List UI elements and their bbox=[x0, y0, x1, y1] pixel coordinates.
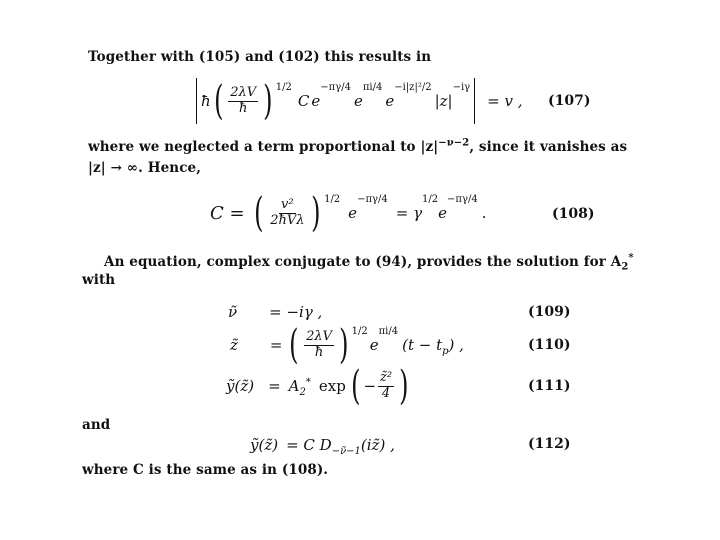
eq108-lhs: C = bbox=[210, 202, 245, 224]
eq112-lhs: ỹ(z̃) bbox=[250, 436, 279, 454]
paren-right: ) bbox=[263, 78, 273, 124]
text-line-3: |z| → ∞. Hence, bbox=[88, 160, 202, 176]
abs-bar-left bbox=[196, 78, 197, 124]
eq109-lhs: ν̃ bbox=[228, 303, 238, 321]
eq111-eq: = bbox=[268, 377, 281, 395]
abs-bar-right bbox=[474, 78, 475, 124]
fraction-2lambdaV-hbar: $\frac{2\lambda V}{ħ}$ bbox=[230, 84, 257, 116]
eq112-rhs: = C $D_{-\nũ-1}(iz̃)$ , bbox=[286, 436, 395, 457]
equation-109 bbox=[228, 303, 322, 321]
eq109-rhs: = −iγ , bbox=[269, 303, 323, 321]
eq109-number: (109) bbox=[528, 304, 571, 320]
text-line-4-sub: 2 bbox=[621, 261, 629, 273]
z-exp: −iγ bbox=[452, 81, 471, 93]
z-abs: |z| bbox=[434, 92, 453, 110]
eq108-exp-base-2: e bbox=[438, 204, 448, 222]
paren-left: ( bbox=[350, 363, 361, 409]
eq111-lhs: ỹ(z̃) bbox=[226, 377, 255, 395]
equation-108 bbox=[210, 188, 486, 238]
fraction-2lambdaV-hbar-110: $\frac{2\lambda V}{ħ}$ bbox=[306, 328, 332, 360]
eq110-tail: $(t - t_p)$ , bbox=[402, 336, 464, 357]
text-line-2: where we neglected a term proportional to $|z|^{-\nu-2}$, since it vanishes as bbox=[88, 137, 628, 155]
exp-base-3: e bbox=[385, 92, 395, 110]
eq110-exp: πi/4 bbox=[378, 325, 399, 337]
equation-107 bbox=[192, 78, 523, 124]
eq110-exp-base: e bbox=[369, 336, 379, 354]
paren-left: ( bbox=[253, 190, 264, 236]
eq111-exp-word: exp bbox=[318, 377, 346, 395]
equation-112 bbox=[250, 436, 395, 457]
exp-3: −i|z|²/2 bbox=[394, 81, 432, 93]
eq108-number: (108) bbox=[552, 206, 595, 222]
eq108-mid-exp: 1/2 bbox=[422, 193, 439, 205]
text-line-2-exp: −ν−2 bbox=[438, 137, 470, 149]
fraction-v2-2hbarVlambda: $\frac{\text{v²}}{\text{2ħVλ}}$ bbox=[270, 196, 305, 228]
eq108-power: 1/2 bbox=[324, 193, 341, 205]
eq107-number: (107) bbox=[548, 93, 591, 109]
text-last: where C is the same as in (108). bbox=[82, 462, 329, 478]
exp-base-1: e bbox=[311, 92, 321, 110]
eq110-lhs: z̃ bbox=[230, 336, 238, 354]
text-line-4: An equation, complex conjugate to (94), provides the solution for $A_2^*$ bbox=[104, 252, 634, 273]
equation-111 bbox=[226, 362, 412, 410]
eq112-number: (112) bbox=[528, 436, 571, 452]
text-line-4-sup: * bbox=[628, 252, 634, 264]
eq108-exp-1: −πγ/4 bbox=[357, 193, 388, 205]
eq111-A: $A_2^*$ bbox=[288, 377, 311, 398]
power-half: 1/2 bbox=[275, 81, 292, 93]
exp-1: −πγ/4 bbox=[320, 81, 351, 93]
paren-right: ) bbox=[399, 363, 409, 409]
eq107-rhs: = v , bbox=[487, 92, 523, 110]
eq111-number: (111) bbox=[528, 378, 571, 394]
eq108-exp-base-1: e bbox=[348, 204, 358, 222]
paren-left: ( bbox=[289, 322, 299, 368]
paren-left: ( bbox=[213, 78, 224, 124]
eq110-power: 1/2 bbox=[351, 325, 368, 337]
paren-right: ) bbox=[339, 322, 349, 368]
exp-2: πi/4 bbox=[362, 81, 383, 93]
eq108-mid: = γ bbox=[395, 204, 423, 222]
eq111-minus: − bbox=[363, 377, 377, 395]
text-line-5: with bbox=[82, 272, 116, 288]
exp-base-2: e bbox=[353, 92, 363, 110]
intro-text: Together with (105) and (102) this results in bbox=[88, 49, 432, 65]
eq110-eq: = bbox=[269, 336, 283, 354]
eq108-end: . bbox=[481, 204, 487, 222]
fraction-z2-4: $\frac{\text{z̃²}}{4}$ bbox=[380, 369, 393, 401]
eq108-exp-2: −πγ/4 bbox=[447, 193, 478, 205]
C-symbol: C bbox=[297, 92, 310, 110]
text-and: and bbox=[82, 417, 111, 433]
hbar-symbol: ħ bbox=[201, 92, 211, 110]
paren-right: ) bbox=[311, 190, 321, 236]
eq110-number: (110) bbox=[528, 337, 571, 353]
